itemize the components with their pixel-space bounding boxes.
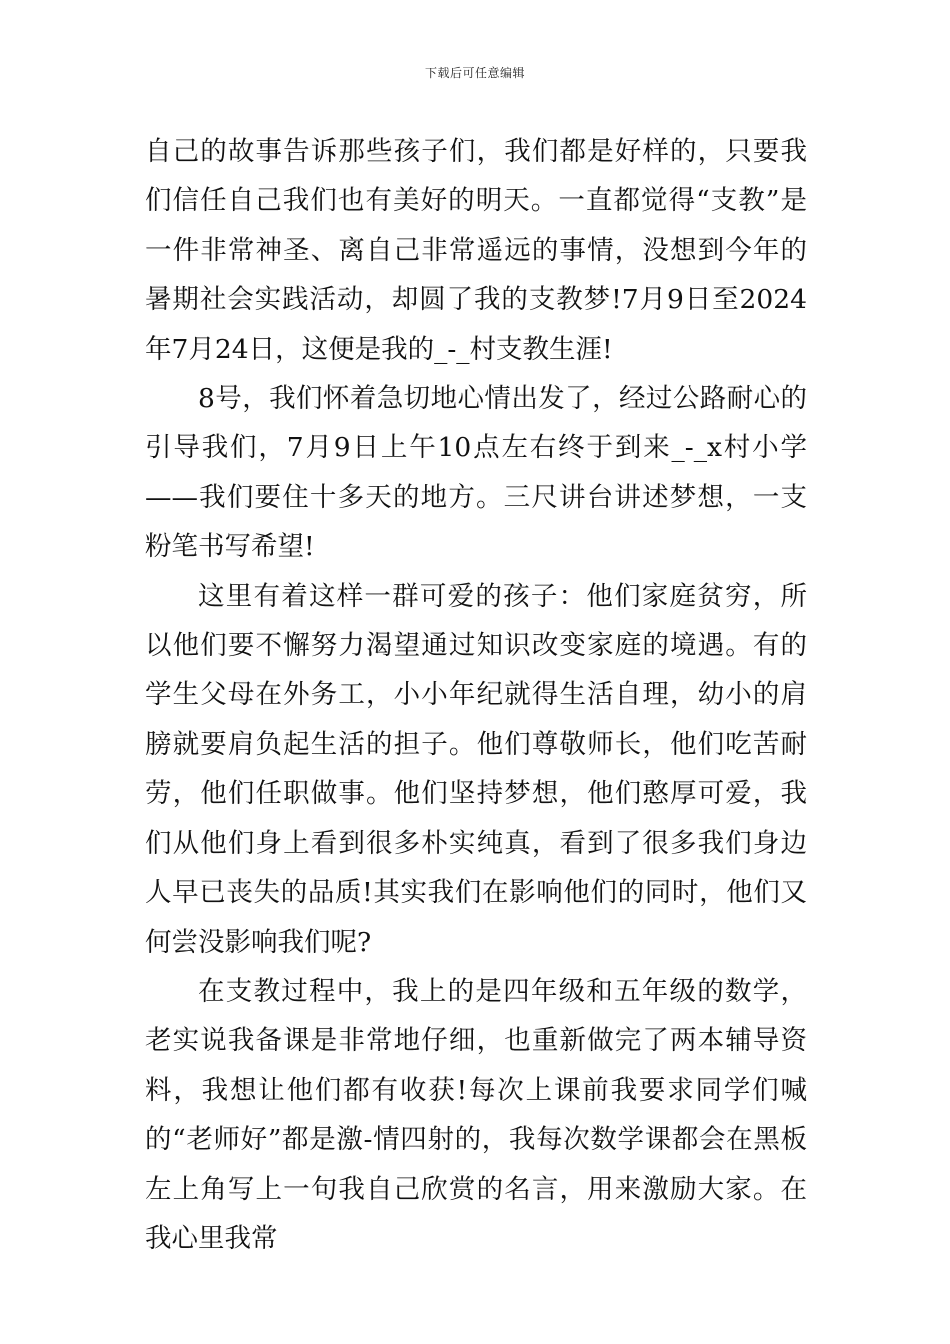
document-body [145, 127, 807, 1263]
paragraph-3: 这里有着这样一群可爱的孩子：他们家庭贫穷，所以他们要不懈努力渴望通过知识改变家庭的境遇。有的学生父母在外务工，小小年纪就得生活自理，幼小的肩膀就要肩负起生活的担子。他们尊敬师长，他们吃苦耐劳，他们任职做事。他们坚持梦想，他们憨厚可爱，我们从他们身上看到很多朴实纯真，看到了很多我们身边人早已丧失的品质!其实我们在影响他们的同时，他们又何尝没影响我们呢? [145, 580, 807, 958]
paragraph-1: 自己的故事告诉那些孩子们，我们都是好样的，只要我们信任自己我们也有美好的明天。一直都觉得“支教”是一件非常神圣、离自己非常遥远的事情，没想到今年的暑期社会实践活动，却圆了我的支教梦!7月9日至2024年7月24日，这便是我的_-_村支教生涯! [145, 136, 807, 365]
page-header-note: 下载后可任意编辑 [424, 66, 525, 80]
paragraph-2: 8号，我们怀着急切地心情出发了，经过公路耐心的引导我们，7月9日上午10点左右终于到来_-_x村小学——我们要住十多天的地方。三尺讲台讲述梦想，一支粉笔书写希望! [145, 383, 807, 563]
paragraph-4: 在支教过程中，我上的是四年级和五年级的数学，老实说我备课是非常地仔细，也重新做完了两本辅导资料，我想让他们都有收获!每次上课前我要求同学们喊的“老师好”都是激-情四射的，我每次数学课都会在黑板左上角写上一句我自己欣赏的名言，用来激励大家。在我心里我常 [145, 975, 807, 1254]
